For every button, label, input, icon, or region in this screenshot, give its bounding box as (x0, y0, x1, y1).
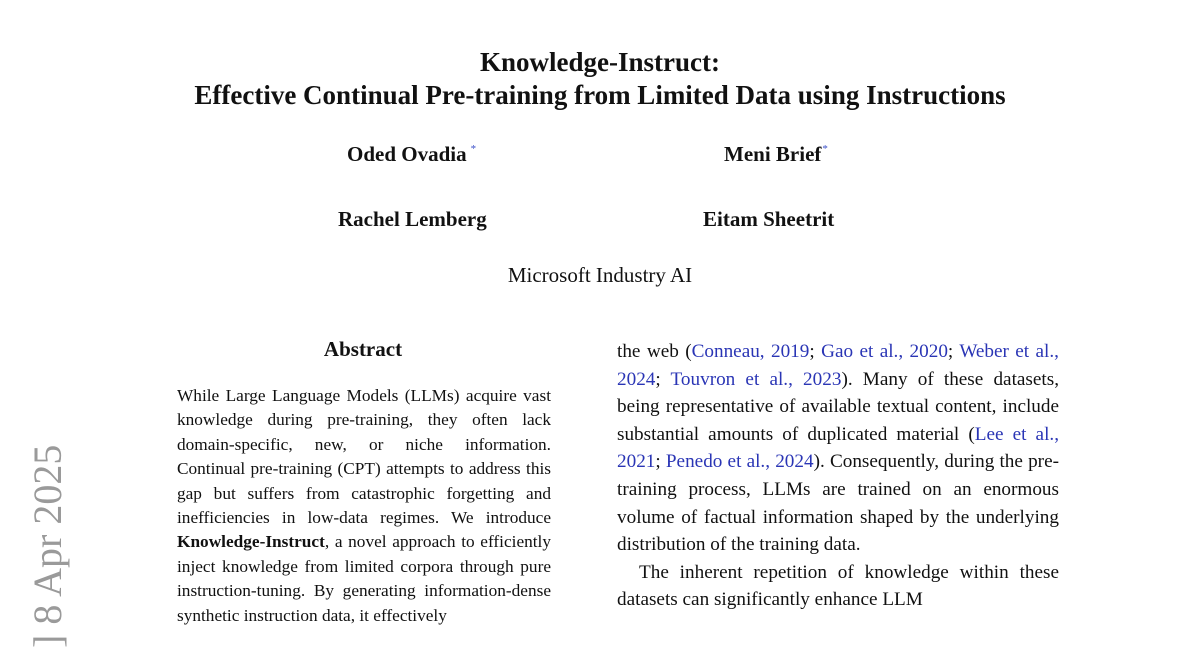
abstract-heading: Abstract (323, 337, 403, 361)
intro-text: the web ( (617, 341, 692, 362)
intro-paragraph-2: The inherent repetition of knowledge within these datasets can significantly enhance LLM (617, 561, 1059, 611)
citation-separator: ; (947, 341, 960, 362)
author-2 (724, 142, 828, 167)
author-name: Oded Ovadia (347, 142, 467, 166)
equal-contribution-mark[interactable]: * (470, 143, 477, 155)
abstract-body (177, 384, 551, 628)
author-name: Meni Brief (724, 142, 822, 166)
citation-separator: ; (655, 368, 671, 390)
citation-link[interactable]: Gao et al., 2020 (821, 341, 948, 362)
introduction-column (617, 338, 1059, 614)
abstract-text-1: While Large Language Models (LLMs) acquire vast knowledge during pre-training, they often lack domain-specific, new, or niche information. Continual pre-training (CPT) attempts to address this gap but suffers from catastrophic forgetting and inefficiencies in low-data regimes. We introduce (177, 386, 551, 528)
intro-text: ). Many of these datasets, being representative of available textual content, include substantial amounts of duplicated material ( (617, 368, 1059, 445)
method-name: Knowledge-Instruct (177, 532, 325, 552)
citation-link[interactable]: Weber et al., 2024 (617, 341, 1059, 390)
citation-link[interactable]: Penedo et al., 2024 (665, 451, 814, 473)
intro-paragraph-1 (617, 338, 1059, 559)
citation-link[interactable]: Touvron et al., 2023 (670, 368, 842, 390)
equal-contribution-mark[interactable]: * (822, 143, 828, 155)
author-3 (338, 207, 487, 232)
arxiv-sidebar-stamp: ] 8 Apr 2025 (25, 444, 70, 648)
author-name: Eitam Sheetrit (703, 207, 835, 231)
affiliation: Microsoft Industry AI (507, 263, 693, 287)
citation-separator: ; (655, 451, 666, 473)
title-line-2: Effective Continual Pre-training from Limited Data using Instructions (194, 80, 1006, 110)
paper-title (0, 46, 1200, 112)
author-name: Rachel Lemberg (338, 207, 487, 231)
citation-separator: ; (809, 341, 822, 362)
author-1 (347, 142, 476, 167)
abstract-text-2: , a novel approach to efficiently inject knowledge from limited corpora through pure instruction-tuning. By generating information-dense synthetic instruction data, it effectively (177, 532, 551, 625)
author-4 (703, 207, 834, 232)
title-line-1: Knowledge-Instruct: (480, 47, 720, 77)
citation-link[interactable]: Lee et al., 2021 (617, 423, 1059, 473)
citation-link[interactable]: Conneau, 2019 (691, 341, 810, 362)
intro-text: ). Consequently, during the pre-training process, LLMs are trained on an enormous volume of factual information shaped by the underlying distribution of the training data. (617, 451, 1059, 556)
